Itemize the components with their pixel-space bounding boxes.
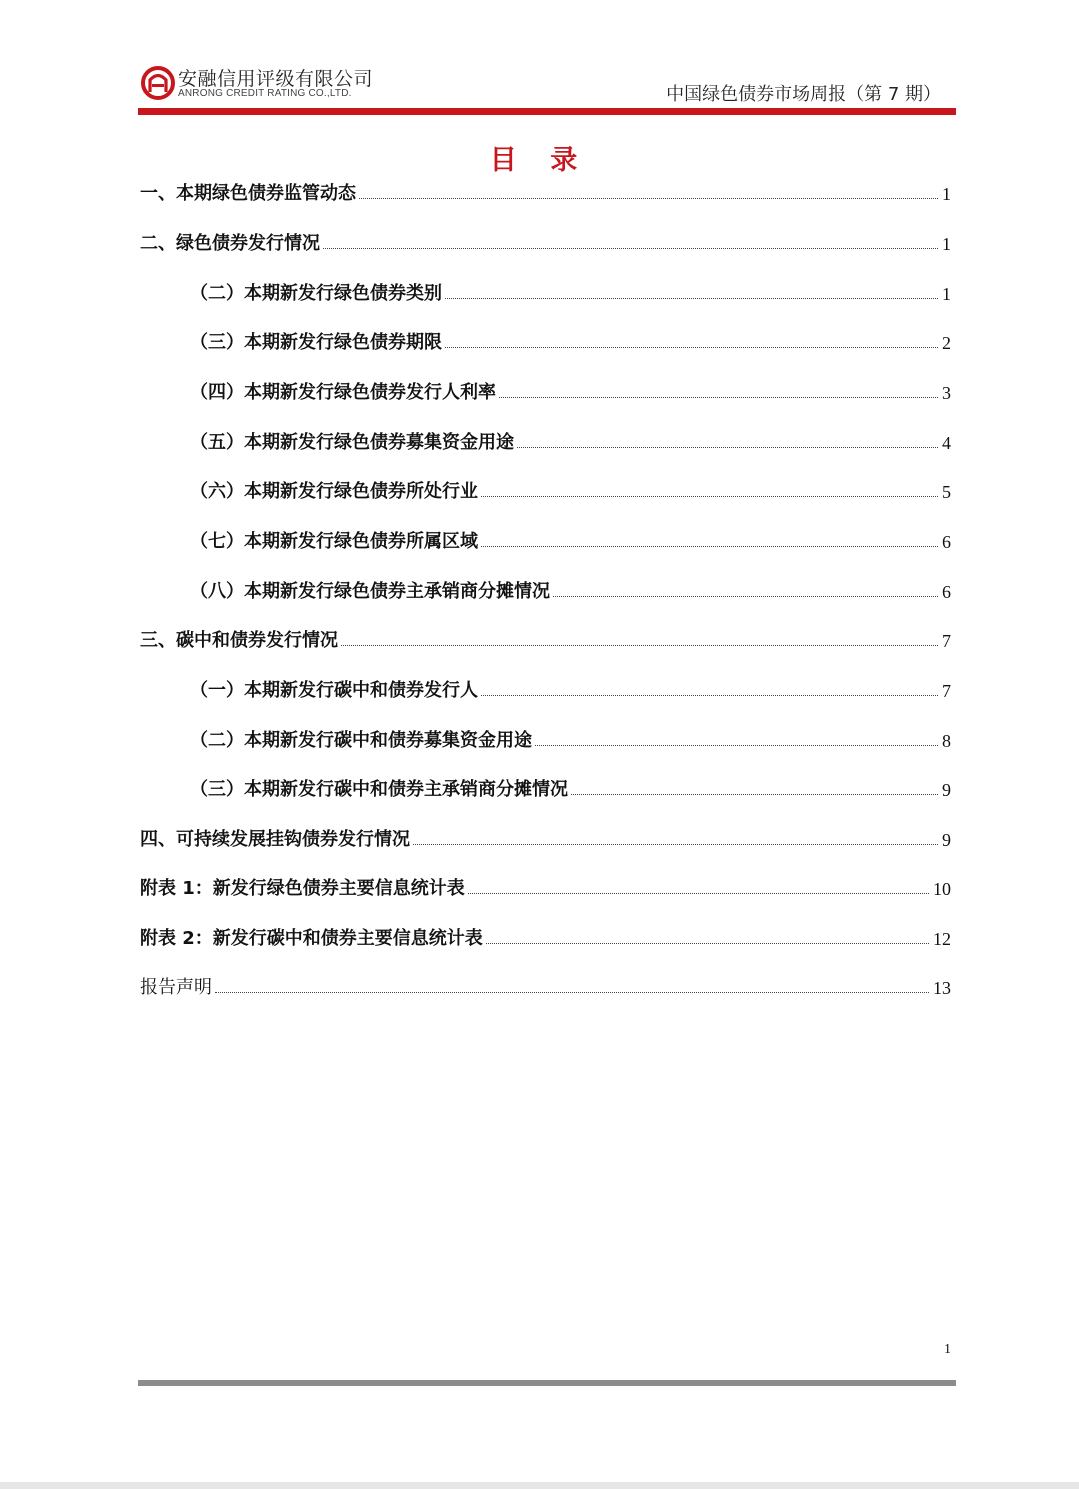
toc-dot-leader (323, 248, 938, 249)
toc-entry-label: （五）本期新发行绿色债券募集资金用途 (190, 432, 514, 453)
toc-entry[interactable] (190, 724, 951, 752)
header-divider (138, 108, 956, 115)
toc-title: 目 录 (489, 145, 590, 176)
toc-entry-page: 3 (942, 383, 951, 403)
toc-entry-page: 1 (942, 184, 951, 204)
toc-entry-page: 5 (942, 482, 951, 502)
toc-entry-page: 7 (942, 681, 951, 701)
company-name-en: ANRONG CREDIT RATING CO.,LTD. (178, 88, 352, 99)
toc-entry-page: 2 (942, 333, 951, 353)
toc-dot-leader (517, 447, 938, 448)
footer-divider (138, 1380, 956, 1386)
page-bottom-edge (0, 1482, 1079, 1489)
toc-entry-label: （三）本期新发行碳中和债券主承销商分摊情况 (190, 779, 568, 800)
toc-entry-label: 附表 2：新发行碳中和债券主要信息统计表 (140, 928, 483, 949)
toc-dot-leader (215, 992, 929, 993)
toc-entry-page: 4 (942, 433, 951, 453)
toc-dot-leader (481, 496, 938, 497)
toc-entry-label: （三）本期新发行绿色债券期限 (190, 332, 442, 353)
toc-entry-page: 10 (933, 879, 951, 899)
toc-dot-leader (341, 645, 938, 646)
toc-entry[interactable] (140, 922, 951, 950)
toc-entry-page: 12 (933, 929, 951, 949)
toc-entry-page: 1 (942, 284, 951, 304)
toc-entry[interactable] (140, 177, 951, 205)
toc-entry[interactable] (190, 326, 951, 354)
toc-entry-label: 一、本期绿色债券监管动态 (140, 183, 356, 204)
toc-entry-page: 6 (942, 582, 951, 602)
toc-entry-label: 附表 1：新发行绿色债券主要信息统计表 (140, 878, 465, 899)
toc-entry-label: （六）本期新发行绿色债券所处行业 (190, 481, 478, 502)
company-logo-icon (141, 66, 175, 100)
toc-entry-page: 6 (942, 532, 951, 552)
toc-entry[interactable] (140, 227, 951, 255)
toc-dot-leader (571, 794, 938, 795)
toc-entry-label: （八）本期新发行绿色债券主承销商分摊情况 (190, 581, 550, 602)
toc-dot-leader (481, 695, 938, 696)
toc-entry-label: 二、绿色债券发行情况 (140, 233, 320, 254)
toc-entry[interactable] (190, 575, 951, 603)
toc-entry[interactable] (190, 277, 951, 305)
toc-dot-leader (481, 546, 938, 547)
toc-entry[interactable] (190, 475, 951, 503)
toc-entry[interactable] (140, 823, 951, 851)
toc-entry[interactable] (190, 674, 951, 702)
toc-entry-page: 8 (942, 731, 951, 751)
toc-dot-leader (486, 943, 929, 944)
toc-entry-label: 三、碳中和债券发行情况 (140, 630, 338, 651)
toc-dot-leader (468, 893, 929, 894)
toc-dot-leader (445, 298, 938, 299)
toc-entry[interactable] (190, 426, 951, 454)
toc-entry-label: （一）本期新发行碳中和债券发行人 (190, 680, 478, 701)
toc-entry-label: （二）本期新发行碳中和债券募集资金用途 (190, 730, 532, 751)
toc-entry[interactable] (190, 525, 951, 553)
toc-dot-leader (359, 198, 938, 199)
report-title: 中国绿色债券市场周报（第 7 期） (666, 84, 941, 105)
toc-entry-label: 报告声明 (140, 977, 212, 998)
toc-dot-leader (553, 596, 938, 597)
toc-entry-label: 四、可持续发展挂钩债券发行情况 (140, 829, 410, 850)
toc-dot-leader (499, 397, 938, 398)
toc-dot-leader (445, 347, 938, 348)
toc-entry[interactable] (140, 971, 951, 999)
company-name-cn: 安融信用评级有限公司 (178, 68, 374, 90)
toc-entry-page: 9 (942, 830, 951, 850)
toc-dot-leader (413, 844, 938, 845)
toc-entry-label: （七）本期新发行绿色债券所属区域 (190, 531, 478, 552)
toc-entry-page: 1 (942, 234, 951, 254)
toc-entry[interactable] (190, 773, 951, 801)
toc-entry[interactable] (140, 624, 951, 652)
toc-entry[interactable] (140, 872, 951, 900)
toc-entry[interactable] (190, 376, 951, 404)
page-number: 1 (944, 1342, 951, 1357)
toc-entry-page: 13 (933, 978, 951, 998)
toc-entry-page: 9 (942, 780, 951, 800)
toc-dot-leader (535, 745, 938, 746)
toc-entry-label: （二）本期新发行绿色债券类别 (190, 283, 442, 304)
toc-entry-page: 7 (942, 631, 951, 651)
toc-entry-label: （四）本期新发行绿色债券发行人利率 (190, 382, 496, 403)
